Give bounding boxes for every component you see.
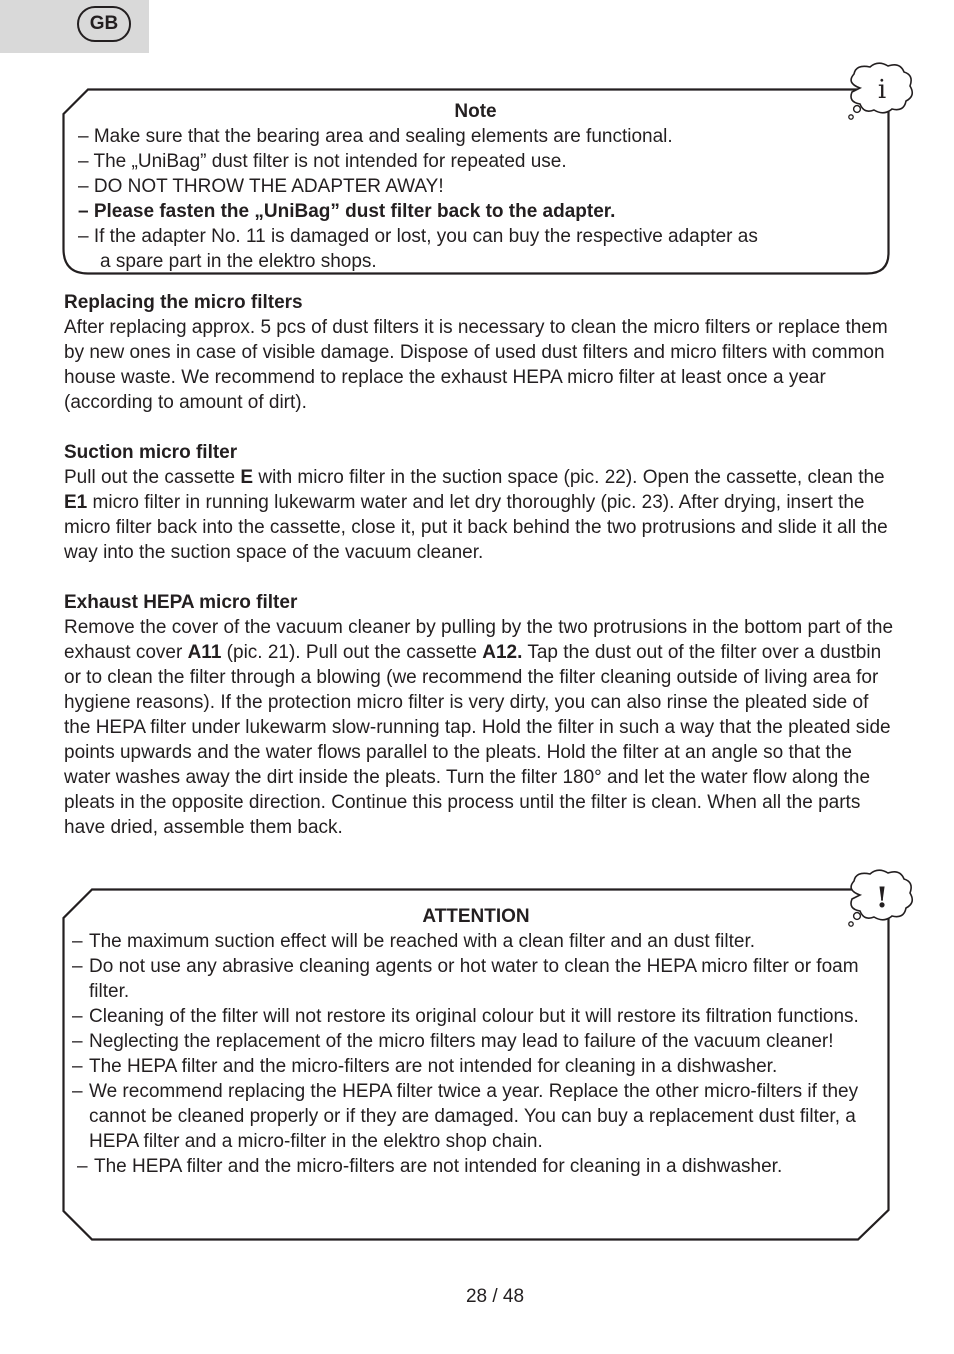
section-replacing	[64, 290, 894, 415]
part-label: E	[240, 467, 254, 488]
section-body	[64, 465, 894, 565]
note-line: – If the adapter No. 11 is damaged or lost, you can buy the respective adapter as	[78, 226, 758, 247]
note-line: – The „UniBag” dust filter is not intended for repeated use.	[78, 151, 567, 172]
body-text: Pull out the cassette	[64, 467, 241, 488]
section-suction	[64, 440, 894, 565]
section-body	[64, 615, 894, 840]
section-body: After replacing approx. 5 pcs of dust filters it is necessary to clean the micro filters or replace them by new ones in case of visible damage. Dispose of used dust filters and micro filters with common house waste. We recommend to replace the exhaust HEPA micro filter at least once a year (according to amount of dirt).	[64, 317, 888, 413]
attention-item: – We recommend replacing the HEPA filter twice a year. Replace the other micro-filters if they cannot be cleaned properly or if they are damaged. You can buy a replacement dust filter, a HEPA filter and a micro-filter in the elektro shop chain.	[72, 1081, 859, 1152]
note-line: – DO NOT THROW THE ADAPTER AWAY!	[78, 176, 444, 197]
attention-item: – The maximum suction effect will be reached with a clean filter and an dust filter.	[72, 931, 756, 952]
body-text: Tap the dust out of the filter over a dustbin or to clean the filter through a blowing (we recommend the filter cleaning outside of living area for hygiene reasons). If the protection micro filter is very dirty, you can also rinse the pleated side of the HEPA filter under lukewarm slow-running tap. Hold the filter in such a way that the pleated side points upwards and the water flows parallel to the pleats. Hold the filter at an angle so that the water washes away the dirt inside the pleats. Turn the filter 180° and let the water flow along the pleats in the opposite direction. Continue this process until the filter is clean. When all the parts have dried, assemble them back.	[64, 642, 891, 838]
part-label: A11	[187, 642, 222, 663]
language-badge: GB	[77, 6, 131, 42]
language-tab	[0, 0, 149, 53]
page-number: 28 / 48	[465, 1286, 525, 1307]
note-box	[78, 99, 838, 274]
part-label: A12.	[482, 642, 523, 663]
attention-title: ATTENTION	[422, 906, 530, 927]
attention-item: – Do not use any abrasive cleaning agents or hot water to clean the HEPA micro filter or foam filter.	[72, 956, 859, 1002]
attention-box	[72, 904, 872, 1179]
attention-item: – The HEPA filter and the micro-filters are not intended for cleaning in a dishwasher.	[72, 1056, 778, 1077]
body-text: with micro filter in the suction space (pic. 22). Open the cassette, clean the	[253, 467, 885, 488]
main-content	[64, 290, 894, 865]
section-title: Replacing the micro filters	[64, 292, 303, 313]
note-title: Note	[454, 101, 497, 122]
body-text: (pic. 21). Pull out the cassette	[221, 642, 483, 663]
attention-item: – Neglecting the replacement of the micro filters may lead to failure of the vacuum cleaner!	[72, 1031, 834, 1052]
body-text: Remove the cover of the vacuum cleaner by pulling by the two protrusions in the bottom part of the exhaust cover	[64, 617, 894, 663]
attention-item: – Cleaning of the filter will not restore its original colour but it will restore its filtration functions.	[72, 1006, 859, 1027]
part-label: E1	[64, 492, 88, 513]
section-exhaust	[64, 590, 894, 840]
note-line: – Make sure that the bearing area and sealing elements are functional.	[78, 126, 673, 147]
info-glyph: i	[877, 75, 887, 105]
exclamation-glyph: !	[875, 881, 889, 914]
body-text: micro filter in running lukewarm water and let dry thoroughly (pic. 23). After drying, insert the micro filter back into the cassette, close it, put it back behind the two protrusions and slide it all the way into the suction space of the vacuum cleaner.	[64, 492, 888, 563]
section-title: Suction micro filter	[64, 442, 238, 463]
section-title: Exhaust HEPA micro filter	[64, 592, 298, 613]
note-line: a spare part in the elektro shops.	[100, 251, 377, 272]
attention-item: – The HEPA filter and the micro-filters are not intended for cleaning in a dishwasher.	[77, 1156, 783, 1177]
note-line: – Please fasten the „UniBag” dust filter back to the adapter.	[78, 201, 616, 222]
